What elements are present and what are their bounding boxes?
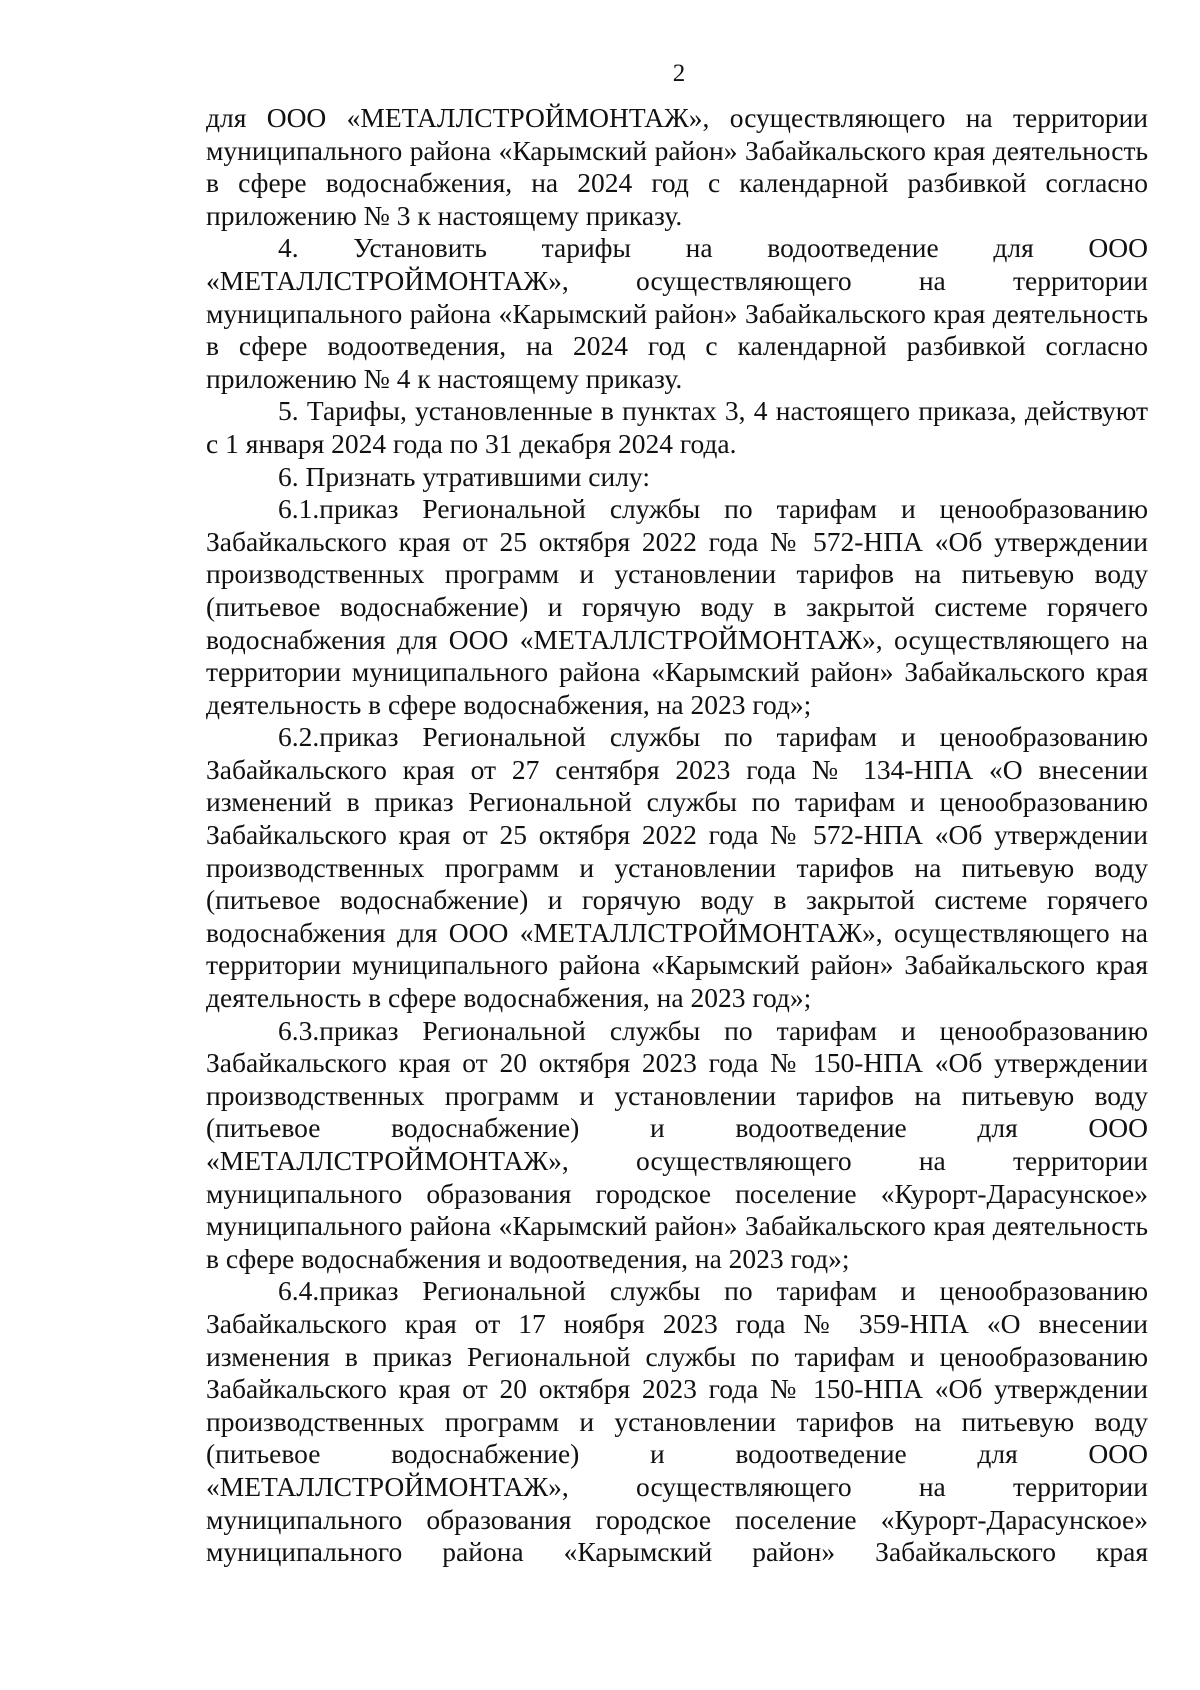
paragraph-item-6-3: 6.3.приказ Региональной службы по тарифам и ценообразованию Забайкальского края от 20 октября 2023 года № 150-НПА «Об утверждении производственных программ и установлении тарифов на питьевую воду (питьевое водоснабжение) и водоотведение для ООО «МЕТАЛЛСТРОЙМОНТАЖ», осуществляющего на территории муниципального образования городское поселение «Курорт-Дарасунское» муниципального района «Карымский район» Забайкальского края деятельность в сфере водоснабжения и водоотведения, на 2023 год»; <box>206 1014 1148 1274</box>
paragraph-item-5: 5. Тарифы, установленные в пунктах 3, 4 настоящего приказа, действуют с 1 января 2024 года по 31 декабря 2024 года. <box>206 395 1148 459</box>
paragraph-item-6: 6. Признать утратившими силу: <box>278 460 650 492</box>
paragraph-continuation: для ООО «МЕТАЛЛСТРОЙМОНТАЖ», осуществляющего на территории муниципального района «Карымский район» Забайкальского края деятельность в сфере водоснабжения, на 2024 год с календарной разбивкой согласно приложению № 3 к настоящему приказу. <box>206 102 1148 231</box>
paragraph-item-4: 4. Установить тарифы на водоотведение для ООО «МЕТАЛЛСТРОЙМОНТАЖ», осуществляющего на территории муниципального района «Карымский район» Забайкальского края деятельность в сфере водоотведения, на 2024 год с календарной разбивкой согласно приложению № 4 к настоящему приказу. <box>206 232 1148 394</box>
paragraph-item-6-1: 6.1.приказ Региональной службы по тарифам и ценообразованию Забайкальского края от 25 октября 2022 года № 572-НПА «Об утверждении производственных программ и установлении тарифов на питьевую воду (питьевое водоснабжение) и горячую воду в закрытой системе горячего водоснабжения для ООО «МЕТАЛЛСТРОЙМОНТАЖ», осуществляющего на территории муниципального района «Карымский район» Забайкальского края деятельность в сфере водоснабжения, на 2023 год»; <box>206 493 1148 720</box>
paragraph-item-6-4: 6.4.приказ Региональной службы по тарифам и ценообразованию Забайкальского края от 17 ноября 2023 года № 359-НПА «О внесении изменения в приказ Региональной службы по тарифам и ценообразованию Забайкальского края от 20 октября 2023 года № 150-НПА «Об утверждении производственных программ и установлении тарифов на питьевую воду (питьевое водоснабжение) и водоотведение для ООО «МЕТАЛЛСТРОЙМОНТАЖ», осуществляющего на территории муниципального образования городское поселение «Курорт-Дарасунское» муниципального района «Карымский район» Забайкальского края <box>206 1275 1148 1568</box>
paragraph-item-6-2: 6.2.приказ Региональной службы по тарифам и ценообразованию Забайкальского края от 27 сентября 2023 года № 134-НПА «О внесении изменений в приказ Региональной службы по тарифам и ценообразованию Забайкальского края от 25 октября 2022 года № 572-НПА «Об утверждении производственных программ и установлении тарифов на питьевую воду (питьевое водоснабжение) и горячую воду в закрытой системе горячего водоснабжения для ООО «МЕТАЛЛСТРОЙМОНТАЖ», осуществляющего на территории муниципального района «Карымский район» Забайкальского края деятельность в сфере водоснабжения, на 2023 год»; <box>206 721 1148 1014</box>
page-number: 2 <box>672 60 686 87</box>
document-body <box>206 102 1148 1569</box>
